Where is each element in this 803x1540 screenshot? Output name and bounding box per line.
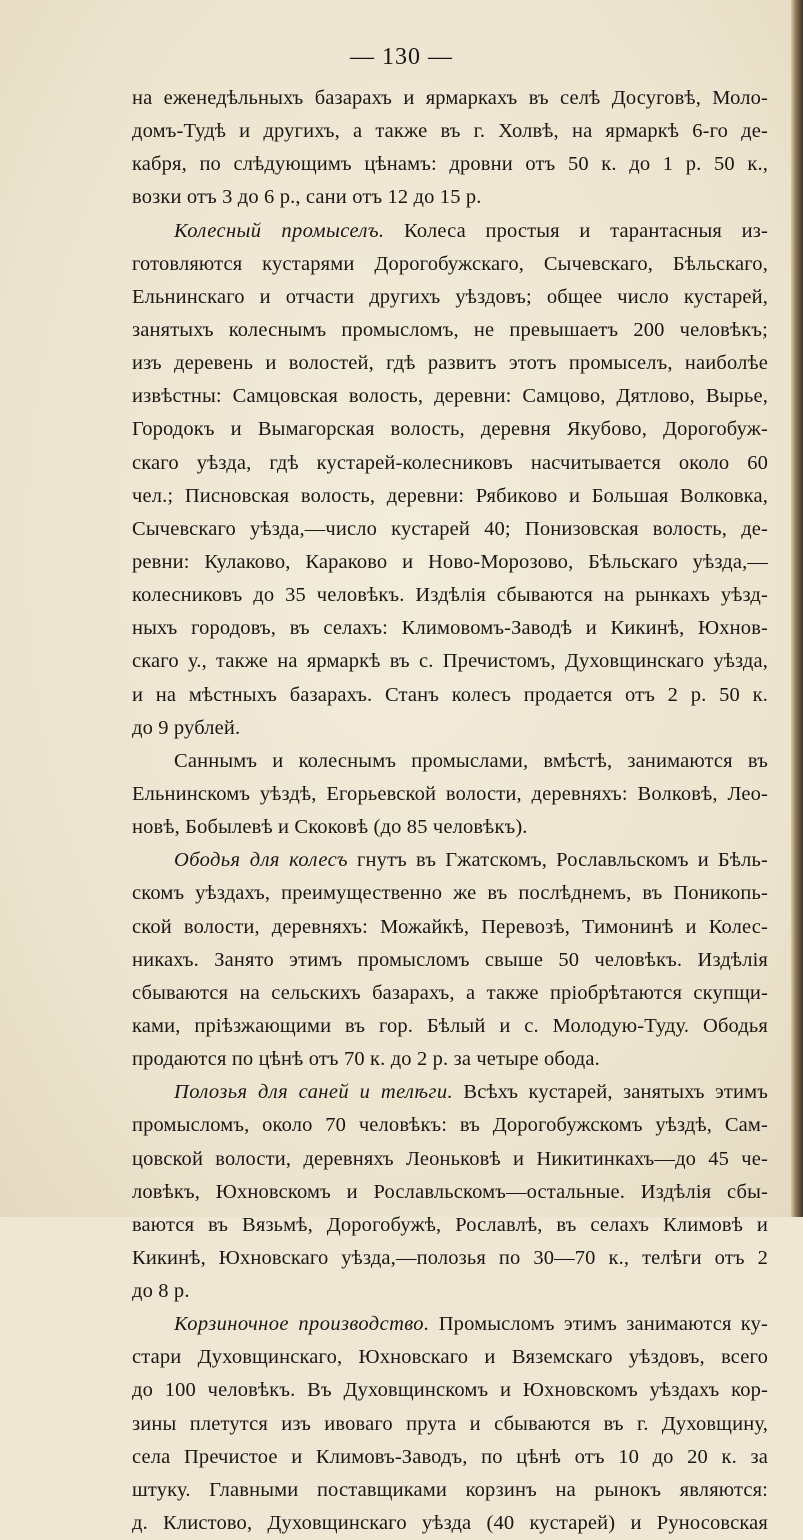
- line-text: на еженедѣльныхъ базарахъ и ярмаркахъ въ селѣ Досуговѣ, Моло-: [132, 87, 768, 109]
- text-line: [132, 380, 768, 413]
- text-line: [132, 1341, 768, 1374]
- line-text: никахъ. Занято этимъ промысломъ свыше 50 человѣкъ. Издѣлія: [132, 948, 768, 971]
- line-text: д. Клистово, Духовщинскаго уѣзда (40 кустарей) и Руносовская: [132, 1512, 768, 1535]
- text-line: [132, 1043, 768, 1076]
- line-text: стари Духовщинскаго, Юхновскаго и Вяземскаго уѣздовъ, всего: [132, 1346, 768, 1369]
- line-text: штуку. Главными поставщиками корзинъ на рынокъ являются:: [132, 1478, 768, 1501]
- line-text: колесниковъ до 35 человѣкъ. Издѣлія сбываются на рынкахъ уѣзд-: [132, 584, 768, 607]
- line-text: села Пречистое и Климовъ-Заводъ, по цѣнѣ отъ 10 до 20 к. за: [132, 1445, 768, 1468]
- paragraph-start-line: [132, 1076, 768, 1109]
- text-line: [132, 811, 768, 844]
- text-line: [132, 148, 768, 181]
- page-edge-shadow: [791, 0, 803, 1217]
- line-text: до 8 р.: [132, 1280, 190, 1303]
- line-text: ловѣкъ, Юхновскомъ и Рославльскомъ—остальные. Издѣлія сбы-: [132, 1180, 768, 1203]
- section-heading: Колесный промыселъ.: [174, 219, 385, 242]
- body-text: [132, 82, 768, 1540]
- text-line: [132, 181, 768, 214]
- text-line: [132, 314, 768, 347]
- line-text: Промысломъ этимъ занимаются ку-: [429, 1313, 768, 1336]
- line-text: ваются въ Вязьмѣ, Дорогобужѣ, Рославлѣ, въ селахъ Климовѣ и: [132, 1213, 768, 1236]
- text-line: [132, 745, 768, 778]
- text-line: [132, 480, 768, 513]
- text-line: [132, 1507, 768, 1540]
- text-line: [132, 1275, 768, 1308]
- line-text: цовской волости, деревняхъ Леоньковѣ и Никитинкахъ—до 45 че-: [132, 1147, 768, 1170]
- line-text: ревни: Кулаково, Караково и Ново-Морозово, Бѣльскаго уѣзда,—: [132, 550, 768, 573]
- line-text: зины плетутся изъ ивоваго прута и сбываются въ г. Духовщину,: [132, 1412, 768, 1435]
- text-line: [132, 911, 768, 944]
- text-line: [132, 546, 768, 579]
- line-text: Саннымъ и колеснымъ промыслами, вмѣстѣ, занимаются въ: [174, 749, 768, 772]
- line-text: Сычевскаго уѣзда,—число кустарей 40; Понизовская волость, де-: [132, 517, 768, 540]
- paragraph-start-line: [132, 844, 768, 877]
- section-heading: Корзиночное производство.: [174, 1313, 430, 1336]
- line-text: ныхъ городовъ, въ селахъ: Климовомъ-Заводѣ и Кикинѣ, Юхнов-: [132, 617, 768, 640]
- line-text: до 9 рублей.: [132, 716, 241, 739]
- text-line: [132, 82, 768, 115]
- line-text: гнутъ въ Гжатскомъ, Рославльскомъ и Бѣль-: [347, 849, 768, 872]
- text-line: [132, 1209, 768, 1242]
- line-text: промысломъ, около 70 человѣкъ: въ Дорогобужскомъ уѣздѣ, Сам-: [132, 1114, 768, 1137]
- text-line: [132, 1374, 768, 1407]
- text-line: [132, 281, 768, 314]
- paragraph-start-line: [132, 1308, 768, 1341]
- line-text: Ельнинскомъ уѣздѣ, Егорьевской волости, деревняхъ: Волковѣ, Лео-: [132, 782, 768, 805]
- line-text: скомъ уѣздахъ, преимущественно же въ послѣднемъ, въ Поникопь-: [132, 882, 768, 905]
- text-line: [132, 944, 768, 977]
- line-text: домъ-Тудѣ и другихъ, а также въ г. Холвѣ, на ярмаркѣ 6-го де-: [132, 120, 768, 143]
- line-text: извѣстны: Самцовская волость, деревни: Самцово, Дятлово, Вырье,: [132, 385, 768, 408]
- text-line: [132, 579, 768, 612]
- line-text: до 100 человѣкъ. Въ Духовщинскомъ и Юхновскомъ уѣздахъ кор-: [132, 1379, 768, 1402]
- line-text: кабря, по слѣдующимъ цѣнамъ: дровни отъ 50 к. до 1 р. 50 к.,: [132, 153, 768, 176]
- text-line: [132, 612, 768, 645]
- text-line: [132, 115, 768, 148]
- text-line: [132, 347, 768, 380]
- line-text: Городокъ и Вымагорская волость, деревня Якубово, Дорогобуж-: [132, 418, 768, 441]
- text-line: [132, 712, 768, 745]
- line-text: сбываются на сельскихъ базарахъ, а также пріобрѣтаются скупщи-: [132, 981, 768, 1004]
- line-text: новѣ, Бобылевѣ и Скоковѣ (до 85 человѣкъ).: [132, 816, 528, 839]
- line-text: и на мѣстныхъ базарахъ. Станъ колесъ продается отъ 2 р. 50 к.: [132, 683, 768, 706]
- line-text: ской волости, деревняхъ: Можайкѣ, Перевозѣ, Тимонинѣ и Колес-: [132, 915, 768, 938]
- line-text: чел.; Писновская волость, деревни: Рябиково и Большая Волковка,: [132, 484, 768, 507]
- text-line: [132, 248, 768, 281]
- text-line: [132, 1474, 768, 1507]
- line-text: продаются по цѣнѣ отъ 70 к. до 2 р. за четыре обода.: [132, 1048, 600, 1071]
- section-heading: Полозья для саней и телѣги.: [174, 1081, 454, 1104]
- text-line: [132, 1242, 768, 1275]
- text-line: [132, 1408, 768, 1441]
- line-text: скаго уѣзда, гдѣ кустарей-колесниковъ насчитывается около 60: [132, 451, 768, 474]
- line-text: скаго у., также на ярмаркѣ въ с. Пречистомъ, Духовщинскаго уѣзда,: [132, 650, 768, 673]
- paragraph-start-line: [132, 215, 768, 248]
- text-line: [132, 778, 768, 811]
- line-text: изъ деревень и волостей, гдѣ развитъ этотъ промыселъ, наиболѣе: [132, 352, 768, 375]
- text-line: [132, 645, 768, 678]
- line-text: Колеса простыя и тарантасныя из-: [384, 219, 768, 242]
- line-text: Всѣхъ кустарей, занятыхъ этимъ: [453, 1081, 769, 1104]
- line-text: готовляются кустарями Дорогобужскаго, Сычевскаго, Бѣльскаго,: [132, 252, 768, 275]
- section-heading: Ободья для колесъ: [174, 849, 348, 872]
- line-text: Кикинѣ, Юхновскаго уѣзда,—полозья по 30—70 к., телѣги отъ 2: [132, 1246, 768, 1269]
- text-line: [132, 877, 768, 910]
- text-line: [132, 1176, 768, 1209]
- text-line: [132, 1109, 768, 1142]
- text-line: [132, 679, 768, 712]
- text-line: [132, 1143, 768, 1176]
- text-line: [132, 977, 768, 1010]
- text-line: [132, 1010, 768, 1043]
- text-line: [132, 447, 768, 480]
- line-text: ками, пріѣзжающими въ гор. Бѣлый и с. Молодую-Туду. Ободья: [132, 1014, 768, 1037]
- text-line: [132, 413, 768, 446]
- page-number: — 130 —: [350, 44, 453, 70]
- line-text: занятыхъ колеснымъ промысломъ, не превышаетъ 200 человѣкъ;: [132, 318, 768, 341]
- text-line: [132, 513, 768, 546]
- text-line: [132, 1441, 768, 1474]
- line-text: Ельнинскаго и отчасти другихъ уѣздовъ; общее число кустарей,: [132, 285, 768, 308]
- line-text: возки отъ 3 до 6 р., сани отъ 12 до 15 р.: [132, 186, 482, 209]
